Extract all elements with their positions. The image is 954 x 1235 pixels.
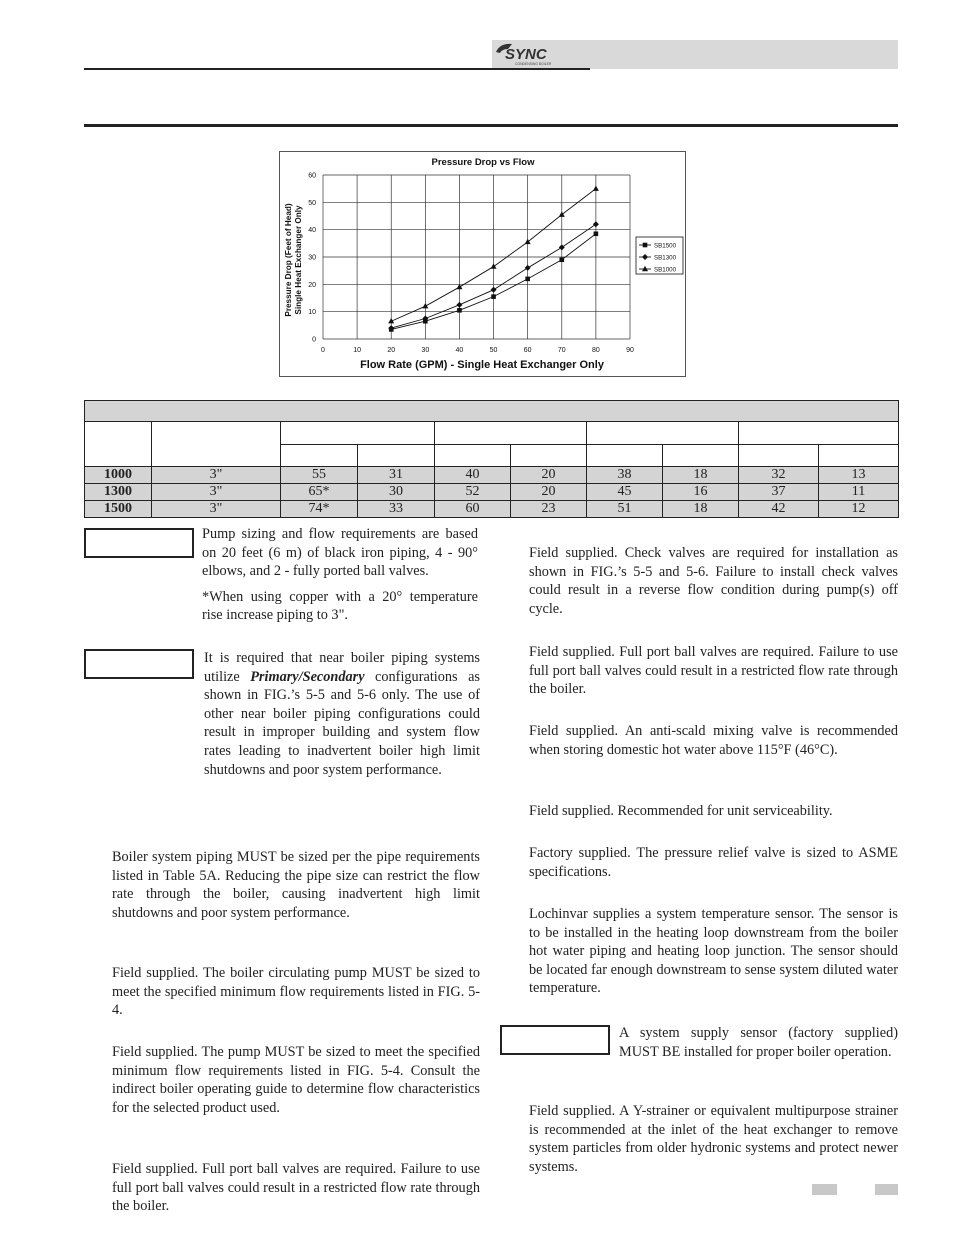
- subheader-cell: [511, 444, 587, 467]
- subheader-cell: [739, 444, 819, 467]
- marker-triangle: [593, 185, 599, 190]
- right-para-4: Field supplied. Recommended for unit serviceability.: [529, 803, 833, 819]
- value-cell: 20: [511, 484, 587, 501]
- y-tick-label: 20: [308, 281, 316, 289]
- value-cell: 18: [663, 501, 739, 518]
- x-tick-label: 90: [626, 347, 634, 354]
- left-para-4: Field supplied. Full port ball valves are required. Failure to use full port ball valves could result in a restricted flow rate through the boiler.: [112, 1161, 480, 1215]
- value-cell: 30: [358, 484, 435, 501]
- x-tick-label: 60: [523, 347, 532, 354]
- subheader-cell: [663, 444, 739, 467]
- chart-ylabel-1: Pressure Drop (Feet of Head): [284, 203, 293, 317]
- value-cell: 45: [587, 484, 663, 501]
- value-cell: 74*: [281, 501, 358, 518]
- marker-triangle: [525, 239, 531, 244]
- chart-xlabel: Flow Rate (GPM) - Single Heat Exchanger Only: [360, 359, 604, 371]
- marker-diamond: [456, 302, 462, 308]
- value-cell: 65*: [281, 484, 358, 501]
- section-rule: [84, 124, 898, 127]
- marker-diamond: [491, 287, 497, 293]
- model-cell: 1500: [85, 501, 152, 518]
- marker-triangle: [422, 303, 428, 308]
- marker-square: [491, 294, 496, 299]
- table-row: [85, 501, 899, 518]
- chart-legend: [636, 237, 683, 274]
- legend-label: SB1000: [654, 266, 677, 274]
- subheader-cell: [435, 444, 511, 467]
- warning-text-em: Primary/Secondary: [250, 668, 365, 685]
- value-cell: 40: [435, 467, 511, 484]
- y-tick-label: 40: [308, 227, 316, 235]
- x-tick-label: 10: [353, 347, 362, 354]
- marker-triangle: [559, 211, 565, 216]
- warning-text-b: configurations as shown in FIG.’s 5-5 and 5-6 only. The use of other near boiler piping configurations could result in improper building and system flow rates leading to inadvertent boiler high limit shutdowns and poor system performance.: [204, 668, 480, 778]
- header-group-4: [739, 422, 899, 445]
- legend-label: SB1500: [654, 242, 677, 250]
- left-para-3: Field supplied. The pump MUST be sized to meet the specified minimum flow requirements listed in FIG. 5-4. Consult the indirect boiler operating guide to determine flow characteristics for the selected product used.: [112, 1044, 480, 1116]
- warning-label-box: [84, 649, 194, 679]
- chart-ylabel-2: Single Heat Exchanger Only: [294, 205, 303, 315]
- x-tick-label: 80: [591, 347, 600, 354]
- header-rule: [84, 68, 590, 70]
- chart-svg: [280, 152, 685, 376]
- marker-square: [643, 243, 648, 248]
- value-cell: 51: [587, 501, 663, 518]
- value-cell: 37: [739, 484, 819, 501]
- model-cell: 1000: [85, 467, 152, 484]
- value-cell: 13: [819, 467, 899, 484]
- subheader-cell: [819, 444, 899, 467]
- y-tick-label: 0: [312, 336, 316, 344]
- value-cell: 11: [819, 484, 899, 501]
- y-tick-label: 30: [308, 254, 316, 262]
- model-cell: 1300: [85, 484, 152, 501]
- x-tick-label: 50: [489, 347, 498, 354]
- note-label-box: [84, 528, 194, 558]
- table-row: [85, 484, 899, 501]
- marker-triangle: [491, 263, 497, 268]
- table-5a: [84, 400, 898, 518]
- value-cell: 31: [358, 467, 435, 484]
- subheader-cell: [281, 444, 358, 467]
- note-text: *When using copper with a 20° temperature rise increase piping to 3".: [202, 588, 478, 624]
- value-cell: 60: [435, 501, 511, 518]
- table-row: [85, 467, 899, 484]
- value-cell: 52: [435, 484, 511, 501]
- subheader-cell: [358, 444, 435, 467]
- footer-tab: [812, 1184, 837, 1195]
- value-cell: 18: [663, 467, 739, 484]
- warning-text-a: It is required that near boiler piping systems utilize: [204, 650, 480, 685]
- marker-diamond: [525, 265, 531, 271]
- pressure-drop-chart: [279, 151, 686, 377]
- value-cell: 23: [511, 501, 587, 518]
- header-model-cell: [85, 422, 152, 467]
- header-group-1: [281, 422, 435, 445]
- x-tick-label: 0: [321, 347, 325, 354]
- right-para-7: Field supplied. A Y-strainer or equivalent multipurpose strainer is recommended at the inlet of the heat exchanger to remove system particles from older hydronic systems and protect newer systems.: [529, 1103, 898, 1175]
- footer-tab: [875, 1184, 898, 1195]
- value-cell: 20: [511, 467, 587, 484]
- x-tick-label: 40: [455, 347, 464, 354]
- note-pump-sizing: [202, 525, 478, 625]
- note-supply-sensor: A system supply sensor (factory supplied) MUST BE installed for proper boiler operation.: [619, 1025, 898, 1060]
- value-cell: 55: [281, 467, 358, 484]
- chart-grid: [323, 175, 630, 339]
- table-title-row: [85, 401, 899, 422]
- warning-primary-secondary: [204, 649, 480, 779]
- value-cell: 32: [739, 467, 819, 484]
- right-para-2: Field supplied. Full port ball valves are required. Failure to use full port ball valves could result in a restricted flow rate through the boiler.: [529, 644, 898, 698]
- pipe-cell: 3": [152, 501, 281, 518]
- left-para-2: Field supplied. The boiler circulating pump MUST be sized to meet the specified minimum flow requirements listed in FIG. 5-4.: [112, 965, 480, 1019]
- value-cell: 38: [587, 467, 663, 484]
- subheader-cell: [587, 444, 663, 467]
- value-cell: 33: [358, 501, 435, 518]
- sync-logo: [494, 40, 560, 68]
- x-tick-label: 20: [387, 347, 396, 354]
- marker-diamond: [559, 244, 565, 250]
- table-title-cell: [85, 401, 899, 422]
- note-text: Pump sizing and flow requirements are based on 20 feet (6 m) of black iron piping, 4 - 90° elbows, and 2 - fully ported ball valves.: [202, 526, 478, 580]
- value-cell: 42: [739, 501, 819, 518]
- marker-square: [457, 308, 462, 313]
- x-tick-label: 70: [557, 347, 566, 354]
- logo-subtext: CONDENSING BOILER: [515, 62, 552, 66]
- note-label-box: [500, 1025, 610, 1055]
- y-tick-label: 50: [308, 199, 316, 207]
- y-tick-label: 60: [308, 172, 316, 180]
- x-tick-label: 30: [421, 347, 430, 354]
- left-para-1: Boiler system piping MUST be sized per the pipe requirements listed in Table 5A. Reducing the pipe size can restrict the flow rate through the boiler, causing inadvertent high limit shutdowns and poor system performance.: [112, 849, 480, 921]
- marker-diamond: [593, 221, 599, 227]
- header-pipe-cell: [152, 422, 281, 467]
- value-cell: 16: [663, 484, 739, 501]
- pipe-flow-table: [84, 400, 899, 518]
- marker-square: [559, 257, 564, 262]
- chart-title: Pressure Drop vs Flow: [431, 157, 535, 168]
- right-para-1: Field supplied. Check valves are required for installation as shown in FIG.’s 5-5 and 5-6. Failure to install check valves could result in a reverse flow condition during pump(s) off cycle.: [529, 545, 898, 617]
- pipe-cell: 3": [152, 467, 281, 484]
- marker-square: [525, 277, 530, 282]
- right-para-3: Field supplied. An anti-scald mixing valve is recommended when storing domestic hot water above 115°F (46°C).: [529, 723, 898, 758]
- header-group-2: [435, 422, 587, 445]
- marker-square: [594, 231, 599, 236]
- logo-text: SYNC: [505, 46, 547, 63]
- right-para-5: Factory supplied. The pressure relief valve is sized to ASME specifications.: [529, 845, 898, 880]
- header-group-3: [587, 422, 739, 445]
- right-para-6: Lochinvar supplies a system temperature sensor. The sensor is to be installed in the heating loop downstream from the boiler hot water piping and heating loop junction. The sensor should be located far enough downstream to sense system diluted water temperature.: [529, 906, 898, 997]
- pipe-cell: 3": [152, 484, 281, 501]
- value-cell: 12: [819, 501, 899, 518]
- y-tick-label: 10: [308, 309, 316, 317]
- legend-label: SB1300: [654, 254, 677, 262]
